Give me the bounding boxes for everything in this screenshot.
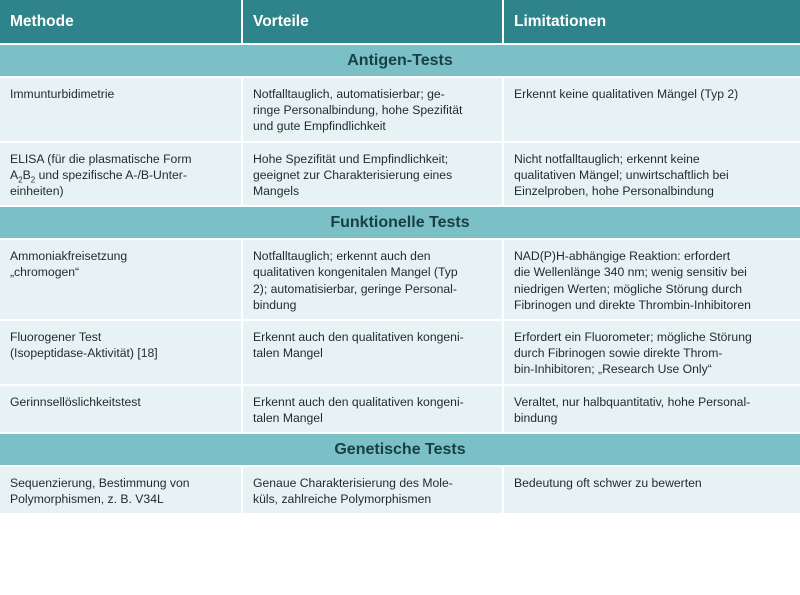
cell-text: Fluorogener Test (Isopeptidase-Aktivität) [18] [10, 330, 158, 361]
text-part: B [22, 167, 31, 182]
cell-text: Hohe Spezifität und Empfindlichkeit; geeignet zur Charakterisierung eines Mangels [253, 151, 453, 199]
cell-text: NAD(P)H-abhängige Reaktion: erfordert die Wellenlänge 340 nm; wenig sensitiv bei niedrigen Werten; mögliche Störung durch Fibrinogen und direkte Thrombin-Inhibitoren [514, 249, 751, 312]
cell-text: Nicht notfalltauglich; erkennt keine qualitativen Mängel; unwirtschaftlich bei Einzelproben, hohe Personalbindung [514, 151, 729, 199]
cell-text: Immunturbidimetrie [10, 87, 115, 101]
cell-limitationen [504, 143, 800, 208]
cell-vorteile [243, 467, 504, 515]
section-row-genetische-tests [0, 434, 800, 467]
cell-text: Erfordert ein Fluorometer; mögliche Störung durch Fibrinogen sowie direkte Throm- bin-Inhibitoren; „Research Use Only“ [514, 330, 752, 377]
cell-vorteile [243, 386, 504, 434]
section-title: Funktionelle Tests [0, 207, 800, 240]
cell-limitationen [504, 240, 800, 321]
subscript: 2 [30, 175, 36, 185]
cell-limitationen [504, 78, 800, 143]
header-vorteile: Vorteile [243, 0, 504, 45]
table-row [0, 467, 800, 515]
text-part: ELISA (für die plasmatische Form A [10, 151, 192, 182]
cell-methode [0, 386, 243, 434]
cell-text: Erkennt auch den qualitativen kongeni- talen Mangel [253, 394, 464, 425]
section-title: Antigen-Tests [0, 45, 800, 78]
cell-text: Bedeutung oft schwer zu bewerten [514, 476, 702, 491]
text-part: und spezifische A-/B-Unter- einheiten) [10, 167, 187, 199]
cell-vorteile [243, 321, 504, 386]
cell-text: Ammoniakfreisetzung „chromogen“ [10, 249, 128, 280]
cell-methode [0, 240, 243, 321]
cell-limitationen [504, 467, 800, 515]
cell-text: Sequenzierung, Bestimmung von Polymorphismen, z. B. V34L [10, 476, 190, 507]
table-row [0, 386, 800, 434]
table-row [0, 78, 800, 143]
cell-text: Veraltet, nur halbquantitativ, hohe Personal- bindung [514, 394, 751, 425]
subscript: 2 [18, 175, 23, 185]
header-limitationen: Limitationen [504, 0, 800, 45]
cell-text: Notfalltauglich, automatisierbar; ge- ringe Personalbindung, hohe Spezifität und gute Empfindlichkeit [253, 87, 463, 134]
cell-text: Erkennt auch den qualitativen kongeni- talen Mangel [253, 330, 464, 361]
cell-methode [0, 467, 243, 515]
cell-text [10, 151, 235, 200]
table-row [0, 143, 800, 208]
section-row-antigen-tests [0, 45, 800, 78]
cell-text: Gerinnsellöslichkeitstest [10, 394, 141, 409]
section-row-funktionelle-tests [0, 207, 800, 240]
cell-limitationen [504, 386, 800, 434]
table-row [0, 240, 800, 321]
cell-text: Genaue Charakterisierung des Mole- küls, zahlreiche Polymorphismen [253, 476, 453, 507]
cell-methode [0, 321, 243, 386]
cell-limitationen [504, 321, 800, 386]
table-row [0, 321, 800, 386]
cell-vorteile [243, 78, 504, 143]
cell-text: Notfalltauglich; erkennt auch den qualitativen kongenitalen Mangel (Typ 2); automatisierbar, geringe Personal- bindung [253, 249, 458, 312]
header-methode: Methode [0, 0, 243, 45]
cell-vorteile [243, 240, 504, 321]
section-title: Genetische Tests [0, 434, 800, 467]
cell-methode [0, 78, 243, 143]
cell-text: Erkennt keine qualitativen Mängel (Typ 2) [514, 87, 739, 101]
cell-vorteile [243, 143, 504, 208]
table-header-row [0, 0, 800, 45]
cell-methode [0, 143, 243, 208]
